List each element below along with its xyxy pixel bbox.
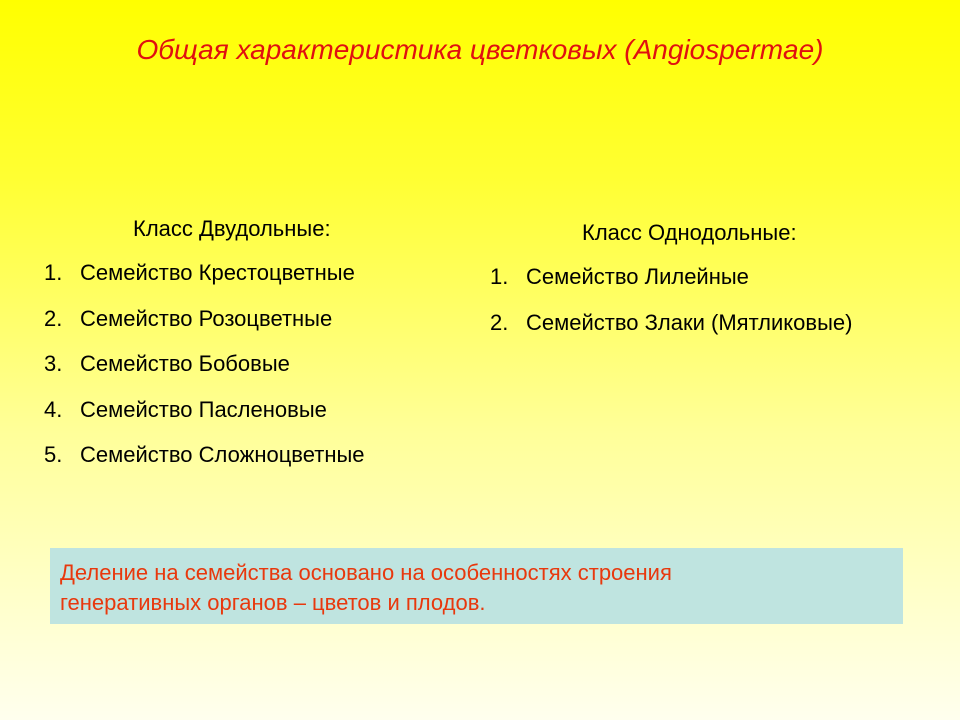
list-item <box>490 308 930 338</box>
list-item-label: Семейство Бобовые <box>80 351 290 376</box>
list-item-number: 1. <box>44 260 63 285</box>
list-item-label: Семейство Пасленовые <box>80 396 327 422</box>
list-item-number: 5. <box>44 442 63 467</box>
list-item <box>44 349 464 379</box>
list-item-number: 2. <box>44 305 63 331</box>
monocots-heading: Класс Однодольные: <box>582 220 797 245</box>
list-item-number: 1. <box>490 264 509 289</box>
list-item <box>44 258 464 288</box>
list-item-number: 3. <box>44 351 63 376</box>
monocots-column <box>490 218 930 353</box>
note-line-1: Деление на семейства основано на особенностях строения <box>60 560 672 585</box>
list-item-number: 4. <box>44 396 63 422</box>
monocots-family-list <box>490 262 930 338</box>
dicots-column <box>44 214 464 486</box>
note-line-2: генеративных органов – цветов и плодов. <box>60 590 486 615</box>
list-item <box>44 304 464 334</box>
list-item-label: Семейство Крестоцветные <box>80 260 355 285</box>
slide-title: Общая характеристика цветковых (Angiospermae) <box>136 34 824 65</box>
list-item-label: Семейство Лилейные <box>526 264 749 289</box>
list-item-label: Семейство Злаки (Мятликовые) <box>526 309 853 335</box>
list-item <box>490 262 930 292</box>
list-item <box>44 395 464 425</box>
list-item-label: Семейство Сложноцветные <box>80 442 365 467</box>
dicots-heading: Класс Двудольные: <box>133 216 331 241</box>
list-item-number: 2. <box>490 309 509 335</box>
list-item <box>44 440 464 470</box>
dicots-family-list <box>44 258 464 470</box>
list-item-label: Семейство Розоцветные <box>80 305 333 331</box>
note-box <box>50 548 903 624</box>
